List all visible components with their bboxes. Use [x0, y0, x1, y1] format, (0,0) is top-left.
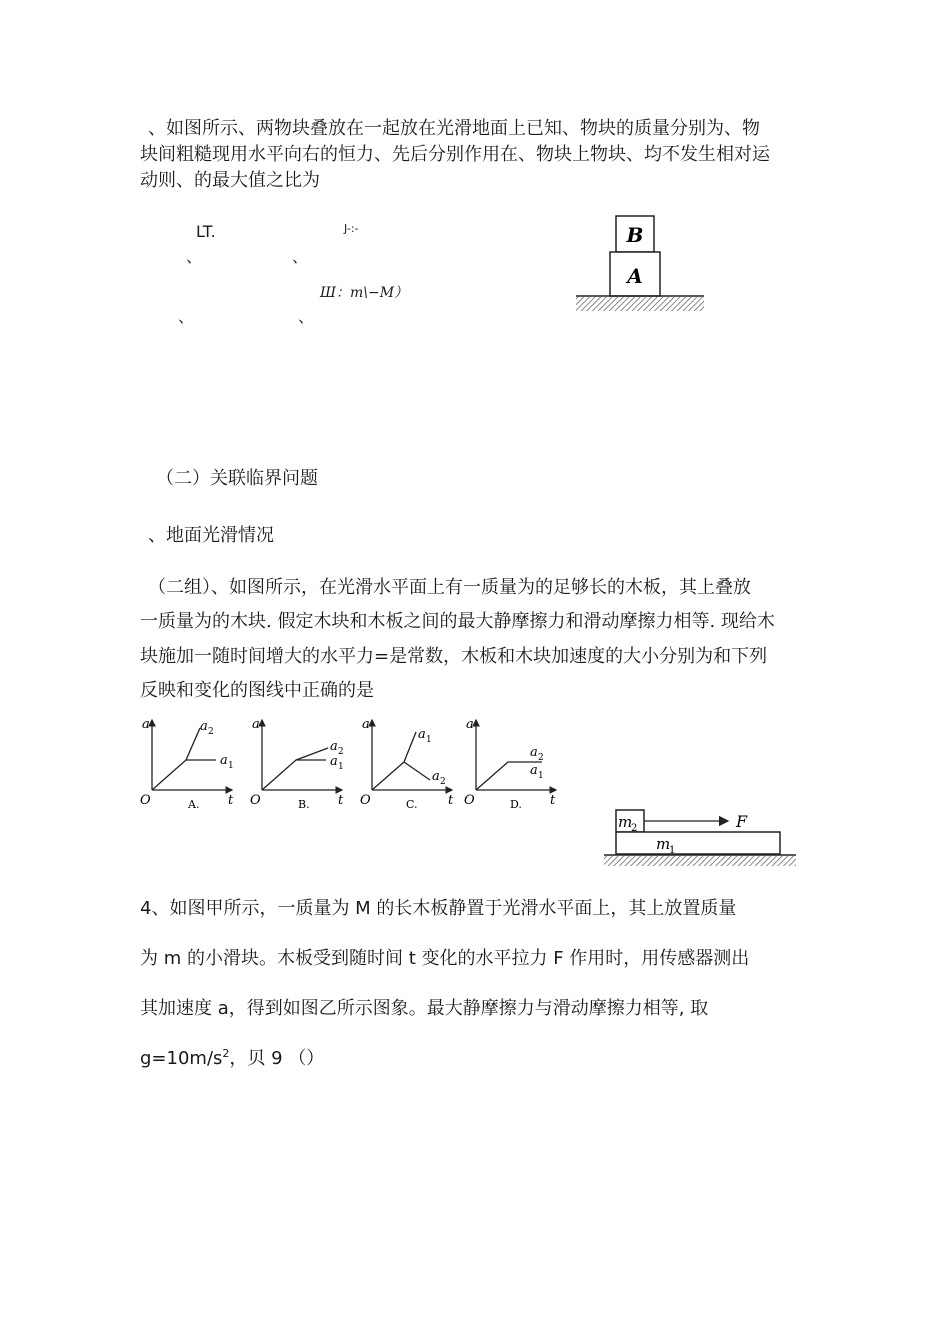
q3-option-fragment-b: J-:- — [344, 222, 359, 235]
origin-label: O — [140, 793, 151, 808]
q3-option-fragment-d: Ш：m\−M） — [320, 285, 409, 301]
block-a-label: A — [627, 264, 643, 288]
q3-option-mark: 、 — [292, 247, 309, 266]
svg-text:a: a — [418, 727, 426, 742]
svg-text:t: t — [448, 793, 454, 808]
svg-text:a: a — [466, 717, 474, 732]
q4-line-2: 为 m 的小滑块。木板受到随时间 t 变化的水平拉力 F 作用时，用传感器测出 — [140, 948, 750, 969]
q4-line-1: 4、如图甲所示，一质量为 M 的长木板静置于光滑水平面上，其上放置质量 — [140, 898, 737, 919]
graph-c-label: C. — [406, 798, 418, 811]
svg-text:O: O — [464, 793, 475, 808]
board-block-figure — [600, 800, 800, 870]
stacked-blocks-figure — [572, 212, 708, 316]
q3-option-fragment-a: LT. — [196, 222, 216, 241]
ground-hatch — [604, 856, 796, 866]
graph-a-label: A. — [188, 798, 200, 811]
section-subtitle: 、地面光滑情况 — [148, 525, 274, 546]
block-b-label: B — [626, 223, 644, 247]
svg-text:a: a — [330, 754, 338, 769]
svg-text:a: a — [252, 717, 260, 732]
graph-d-label: D. — [510, 798, 522, 811]
svg-text:2: 2 — [208, 727, 214, 737]
force-label: F — [736, 812, 748, 831]
axis-a-label: a — [142, 717, 150, 732]
svg-text:2: 2 — [631, 823, 638, 834]
q4-line-4: $g=10m/s^2$，贝 9 （） — [140, 1047, 325, 1069]
graph-c — [360, 717, 454, 811]
board-m1 — [616, 832, 780, 854]
svg-text:a: a — [530, 745, 538, 760]
q3-line-1: 、如图所示、两物块叠放在一起放在光滑地面上已知、物块的质量分别为、物 — [148, 118, 760, 139]
svg-text:t: t — [550, 793, 556, 808]
svg-text:2: 2 — [338, 747, 344, 757]
svg-text:a: a — [220, 753, 228, 768]
graph-a — [140, 717, 234, 811]
svg-text:1: 1 — [338, 762, 344, 772]
svg-text:t: t — [338, 793, 344, 808]
q3-option-mark: 、 — [298, 307, 315, 326]
svg-text:a: a — [200, 719, 208, 734]
answer-graphs — [136, 712, 566, 812]
svg-text:1: 1 — [426, 735, 432, 745]
svg-text:O: O — [250, 793, 261, 808]
svg-text:O: O — [360, 793, 371, 808]
graph-b-label: B. — [298, 798, 310, 811]
q4-line-3: 其加速度 a，得到如图乙所示图象。最大静摩擦力与滑动摩擦力相等, 取 — [140, 998, 709, 1019]
ground-hatch — [576, 297, 704, 311]
svg-text:2: 2 — [538, 753, 544, 763]
q-group-line-4: 反映和变化的图线中正确的是 — [140, 680, 374, 701]
svg-text:a: a — [432, 769, 440, 784]
q3-option-mark: 、 — [186, 247, 203, 266]
q-group-line-2: 一质量为的木块. 假定木块和木板之间的最大静摩擦力和滑动摩擦力相等. 现给木 — [140, 611, 775, 632]
svg-text:a: a — [530, 763, 538, 778]
svg-text:m: m — [656, 835, 671, 853]
q3-line-3: 动则、的最大值之比为 — [140, 170, 320, 191]
svg-text:a: a — [330, 739, 338, 754]
axis-t-label: t — [228, 793, 234, 808]
graph-b — [250, 717, 344, 811]
section-title: （二）关联临界问题 — [156, 468, 318, 489]
q3-option-mark: 、 — [178, 307, 195, 326]
svg-text:1: 1 — [669, 845, 676, 856]
svg-text:a: a — [362, 717, 370, 732]
svg-text:m: m — [618, 813, 633, 831]
svg-text:1: 1 — [538, 771, 544, 781]
svg-text:1: 1 — [228, 761, 234, 771]
graph-d — [464, 717, 556, 811]
q-group-line-3: 块施加一随时间增大的水平力=是常数，木板和木块加速度的大小分别为和下列 — [140, 646, 768, 667]
svg-text:2: 2 — [440, 777, 446, 787]
q3-line-2: 块间粗糙现用水平向右的恒力、先后分别作用在、物块上物块、均不发生相对运 — [140, 144, 770, 165]
q-group-line-1: （二组）、如图所示，在光滑水平面上有一质量为的足够长的木板，其上叠放 — [148, 577, 751, 598]
